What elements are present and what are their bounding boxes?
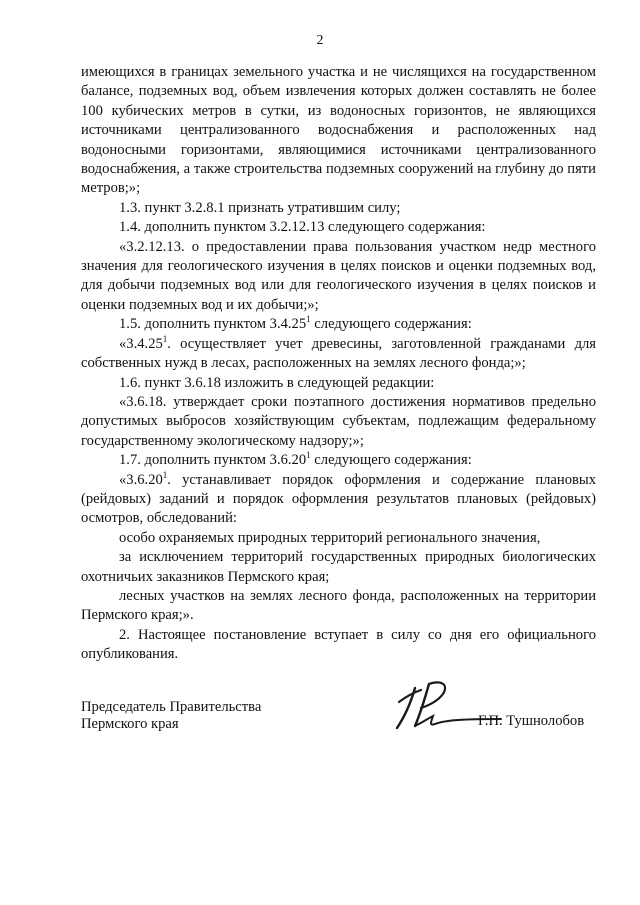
paragraph-1-4: 1.4. дополнить пунктом 3.2.12.13 следующего содержания: [119,219,486,236]
paragraph-1-6: 1.6. пункт 3.6.18 изложить в следующей редакции: [119,374,435,391]
page-number: 2 [316,33,324,48]
paragraph-3-6-20-1: «3.6.20$^1$. устанавливает порядок оформления и содержание плановых (рейдовых) заданий и порядок оформления результатов плановых (рейдовых) осмотров, обследований: [81,469,596,527]
list-item-exception: за исключением территорий государственных природных биологических охотничьих заказников Пермского края; [81,549,596,585]
paragraph-continuation: имеющихся в границах земельного участка и не числящихся на государственном балансе, подземных вод, объем извлечения которых должен составлять не более 100 кубических метров в сутки, из водоносных горизонтов, не являющихся источниками централизованного водоснабжения и расположенных над водоносными горизонтами, являющимися источниками централизованного водоснабжения, а также строительства подземных сооружений на глубину до пяти метров;»; [81,64,596,197]
signatory-title-line-1: Председатель Правительства [81,699,262,715]
signatory-title-line-2: Пермского края [81,716,179,732]
paragraph-1-7: 1.7. дополнить пунктом 3.6.20$^1$ следующего содержания: [119,450,472,469]
handwritten-signature [385,672,505,742]
paragraph-3-4-25-1: «3.4.25$^1$. осуществляет учет древесины, заготовленной гражданами для собственных нужд в лесах, расположенных на землях лесного фонда;»; [81,333,596,372]
list-item-forest-plots: лесных участков на землях лесного фонда, расположенных на территории Пермского края;». [81,587,596,624]
signatory-title [81,699,261,733]
paragraph-3-2-12-13: «3.2.12.13. о предоставлении права пользования участком недр местного значения для геологического изучения в целях поисков и оценки подземных вод, для добычи подземных вод или для геологического изучения в целях поисков и оценки подземных вод и их добычи;»; [81,238,596,313]
paragraph-3-6-18: «3.6.18. утверждает сроки поэтапного достижения нормативов предельно допустимых выбросов хозяйствующим субъектам, подлежащим федеральному государственному экологическому надзору;»; [81,393,596,449]
list-item-protected-territories: особо охраняемых природных территорий регионального значения, [119,529,541,546]
document-body [81,63,596,665]
paragraph-1-5: 1.5. дополнить пунктом 3.4.25$^1$ следующего содержания: [119,314,472,333]
paragraph-1-3: 1.3. пункт 3.2.8.1 признать утратившим силу; [119,199,401,216]
signer-name: Г.П. Тушнолобов [478,713,585,729]
paragraph-2-effective-date: 2. Настоящее постановление вступает в силу со дня его официального опубликования. [81,626,596,663]
